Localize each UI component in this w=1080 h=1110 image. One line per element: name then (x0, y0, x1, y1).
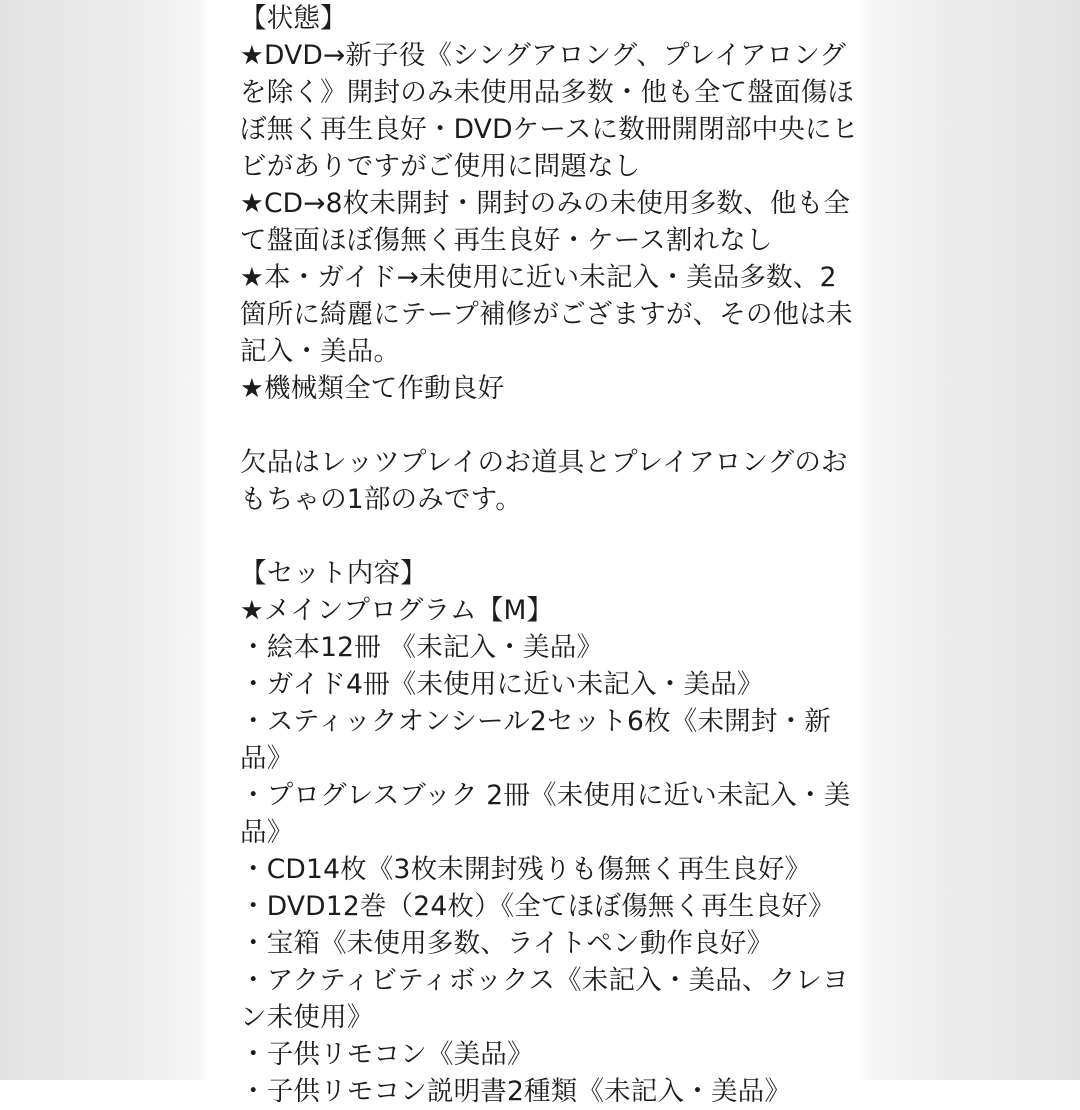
section-heading-set-contents: 【セット内容】 (240, 558, 427, 589)
text-line: 記入・美品。 (240, 336, 401, 367)
left-margin (0, 0, 208, 1080)
text-line: ぼ無く再生良好・DVDケースに数冊開閉部中央にヒ (240, 114, 859, 145)
description-text (240, 0, 859, 1107)
text-line: もちゃの1部のみです。 (240, 484, 522, 515)
text-line: 欠品はレッツプレイのお道具とプレイアロングのお (240, 447, 848, 478)
list-item: ・アクティビティボックス《未記入・美品、クレヨ (240, 965, 849, 996)
list-item: ・スティックオンシール2セット6枚《未開封・新 (240, 706, 831, 737)
text-line: ★機械類全て作動良好 (240, 373, 505, 404)
list-item: ・ガイド4冊《未使用に近い未記入・美品》 (240, 669, 764, 700)
list-item: 品》 (240, 817, 294, 848)
list-item: 品》 (240, 743, 294, 774)
list-item: ・宝箱《未使用多数、ライトペン動作良好》 (240, 928, 774, 959)
list-item: ・プログレスブック 2冊《未使用に近い未記入・美 (240, 780, 851, 811)
list-item: ・子供リモコン説明書2種類《未記入・美品》 (240, 1076, 792, 1107)
blank-line (240, 407, 850, 444)
text-line: 箇所に綺麗にテープ補修がござますが、その他は未 (240, 299, 853, 330)
text-line: ビがありですがご使用に問題なし (240, 151, 641, 182)
list-item: ・子供リモコン《美品》 (240, 1039, 534, 1070)
blank-line (240, 518, 850, 555)
text-line: を除く》開封のみ未使用品多数・他も全て盤面傷ほ (240, 77, 855, 108)
section-heading-condition: 【状態】 (240, 3, 347, 34)
right-margin (858, 0, 1080, 1080)
text-line: て盤面ほぼ傷無く再生良好・ケース割れなし (240, 225, 773, 256)
text-line: ★メインプログラム【M】 (240, 595, 554, 626)
text-line: ★本・ガイド→未使用に近い未記入・美品多数、2 (240, 262, 837, 293)
text-line: ★DVD→新子役《シングアロング、プレイアロング (240, 40, 847, 71)
text-line: ★CD→8枚未開封・開封のみの未使用多数、他も全 (240, 188, 851, 219)
list-item: ン未使用》 (240, 1002, 374, 1033)
list-item: ・DVD12巻（24枚）《全てほぼ傷無く再生良好》 (240, 891, 835, 922)
list-item: ・絵本12冊 《未記入・美品》 (240, 632, 604, 663)
list-item: ・CD14枚《3枚未開封残りも傷無く再生良好》 (240, 854, 812, 885)
